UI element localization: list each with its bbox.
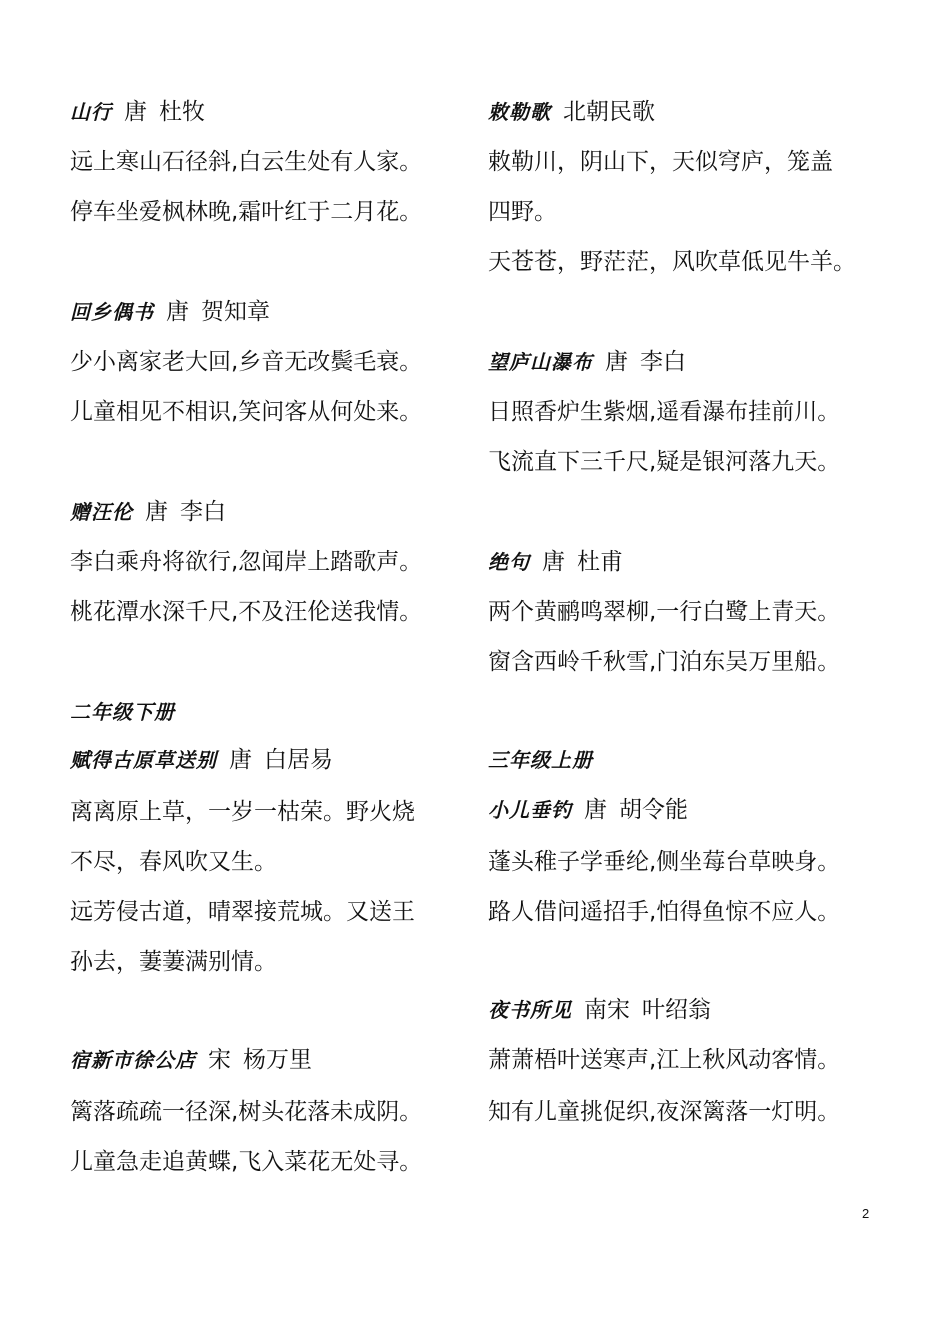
poem-dynasty: 唐 [542, 549, 565, 575]
poem-line: 知有儿童挑促织,夜深篱落一灯明。 [488, 1099, 841, 1125]
poem-heading [488, 347, 686, 377]
poem-line: 蓬头稚子学垂纶,侧坐莓台草映身。 [488, 849, 841, 875]
poem-line: 儿童相见不相识,笑问客从何处来。 [70, 399, 423, 425]
poem-title: 望庐山瀑布 [488, 350, 593, 374]
poem-line: 篱落疏疏一径深,树头花落未成阴。 [70, 1099, 423, 1125]
poem-line: 路人借问遥招手,怕得鱼惊不应人。 [488, 899, 841, 925]
poem-title: 绝句 [488, 550, 530, 574]
poem-dynasty: 唐 [584, 797, 607, 823]
poem-dynasty: 唐 [229, 747, 252, 773]
poem-heading [70, 97, 205, 127]
poem-line: 窗含西岭千秋雪,门泊东吴万里船。 [488, 649, 841, 675]
section-heading [70, 697, 175, 727]
poem-dynasty: 唐 [605, 349, 628, 375]
page-number: 2 [862, 1206, 870, 1221]
poem-line: 不尽，春风吹又生。 [70, 849, 277, 875]
poem-author: 叶绍翁 [642, 997, 711, 1023]
poem-author: 杨万里 [243, 1047, 312, 1073]
poem-title: 回乡偶书 [70, 300, 154, 324]
poem-line: 敕勒川，阴山下，天似穹庐，笼盖 [488, 149, 833, 175]
poem-dynasty: 南宋 [584, 997, 630, 1023]
poem-line: 儿童急走追黄蝶,飞入菜花无处寻。 [70, 1149, 423, 1175]
poem-line: 两个黄鹂鸣翠柳,一行白鹭上青天。 [488, 599, 841, 625]
poem-heading [488, 795, 688, 825]
poem-dynasty: 唐 [166, 299, 189, 325]
poem-title: 小儿垂钓 [488, 798, 572, 822]
poem-title: 赠汪伦 [70, 500, 133, 524]
poem-dynasty: 北朝民歌 [563, 99, 655, 125]
poem-author: 杜甫 [577, 549, 623, 575]
poem-title: 宿新市徐公店 [70, 1048, 196, 1072]
poem-title: 赋得古原草送别 [70, 748, 217, 772]
poem-heading [488, 547, 623, 577]
poem-heading [70, 297, 270, 327]
section-heading-text: 三年级上册 [488, 748, 593, 772]
poem-line: 少小离家老大回,乡音无改鬓毛衰。 [70, 349, 423, 375]
poem-author: 李白 [180, 499, 226, 525]
poem-author: 白居易 [264, 747, 333, 773]
poem-line: 停车坐爱枫林晚,霜叶红于二月花。 [70, 199, 423, 225]
poem-line: 桃花潭水深千尺,不及汪伦送我情。 [70, 599, 423, 625]
poem-dynasty: 唐 [124, 99, 147, 125]
poem-title: 敕勒歌 [488, 100, 551, 124]
poem-author: 胡令能 [619, 797, 688, 823]
poem-line: 李白乘舟将欲行,忽闻岸上踏歌声。 [70, 549, 423, 575]
poem-line: 日照香炉生紫烟,遥看瀑布挂前川。 [488, 399, 841, 425]
poem-author: 贺知章 [201, 299, 270, 325]
poem-heading [70, 1045, 312, 1075]
poem-heading [488, 995, 711, 1025]
poem-line: 离离原上草，一岁一枯荣。野火烧 [70, 799, 415, 825]
poem-author: 李白 [640, 349, 686, 375]
poem-heading [70, 745, 333, 775]
poem-heading [70, 497, 226, 527]
poem-line: 孙去，萋萋满别情。 [70, 949, 277, 975]
poem-title: 山行 [70, 100, 112, 124]
poem-line: 萧萧梧叶送寒声,江上秋风动客情。 [488, 1047, 841, 1073]
section-heading [488, 745, 593, 775]
poem-heading [488, 97, 655, 127]
poem-dynasty: 宋 [208, 1047, 231, 1073]
poem-line: 飞流直下三千尺,疑是银河落九天。 [488, 449, 841, 475]
section-heading-text: 二年级下册 [70, 700, 175, 724]
poem-title: 夜书所见 [488, 998, 572, 1022]
poem-author: 杜牧 [159, 99, 205, 125]
poem-line: 四野。 [488, 199, 557, 225]
poem-line: 天苍苍，野茫茫，风吹草低见牛羊。 [488, 249, 856, 275]
poem-dynasty: 唐 [145, 499, 168, 525]
poem-line: 远上寒山石径斜,白云生处有人家。 [70, 149, 423, 175]
poem-line: 远芳侵古道，晴翠接荒城。又送王 [70, 899, 415, 925]
